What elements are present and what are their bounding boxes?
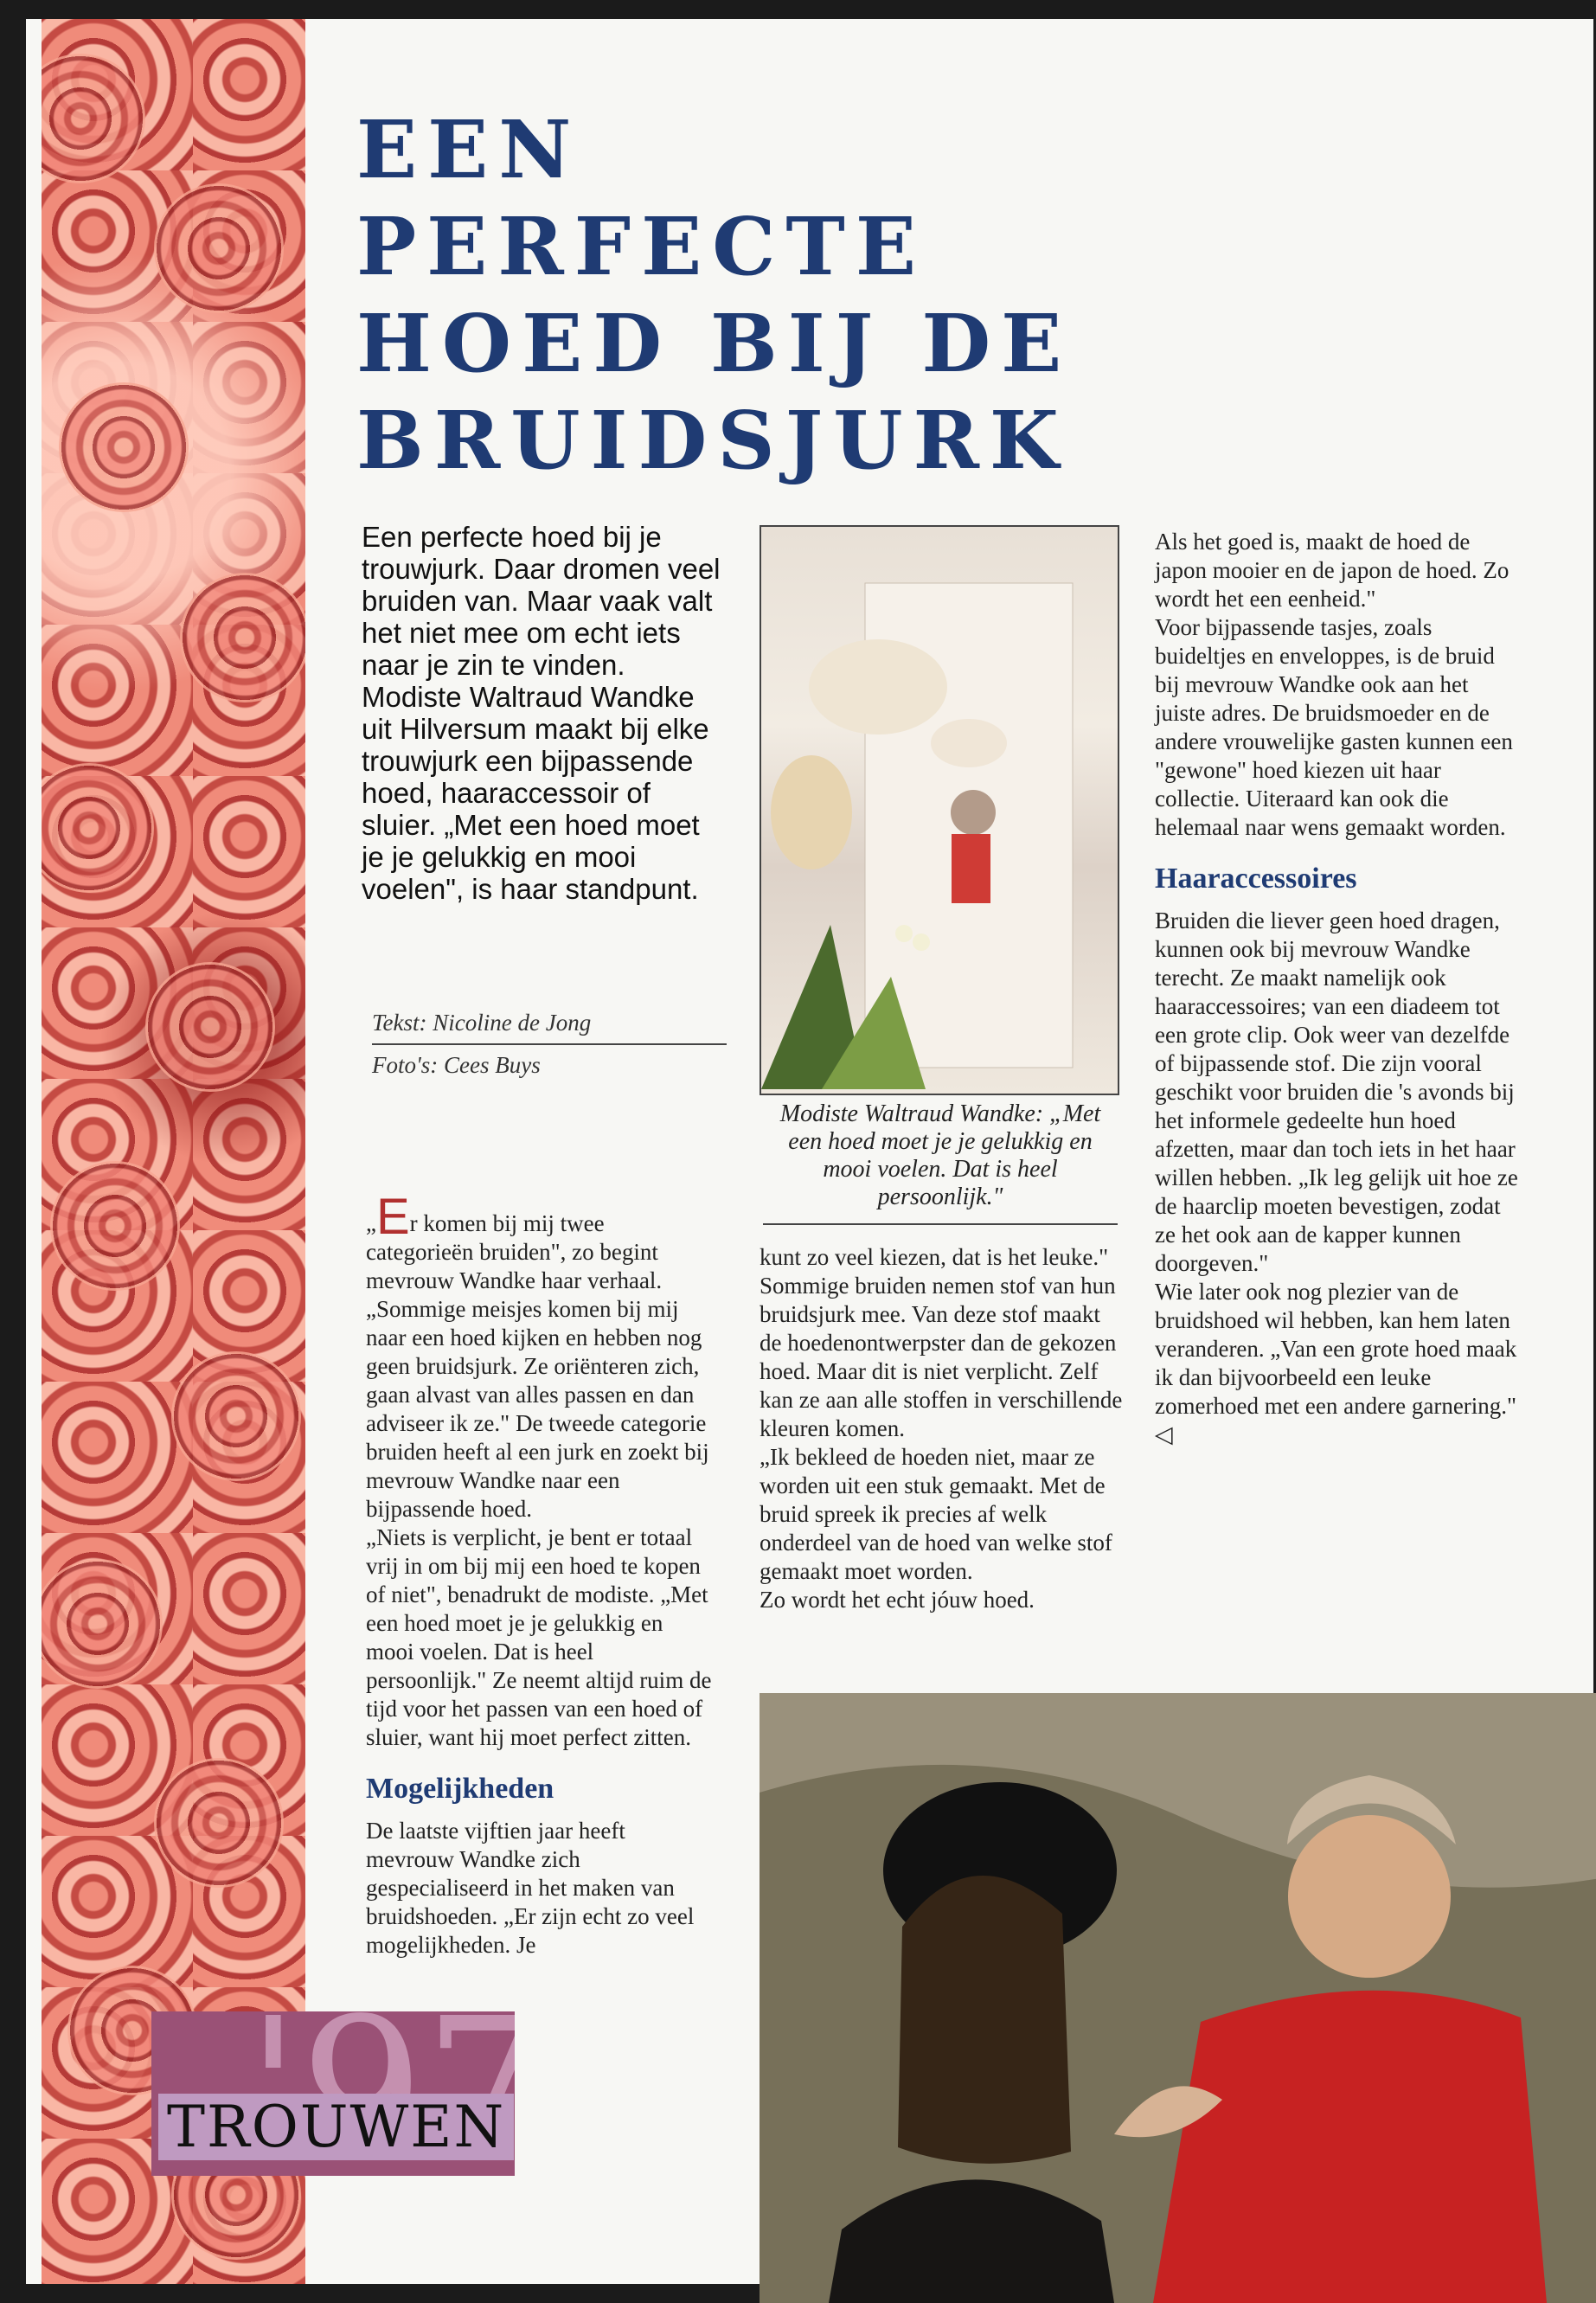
fitting-photo — [760, 1693, 1596, 2303]
magazine-logo — [151, 2011, 515, 2176]
magazine-page — [26, 19, 1593, 2284]
logo-wordmark: TROUWEN — [158, 2094, 514, 2160]
photo-credit: Foto's: Cees Buys — [372, 1052, 541, 1078]
fitting-photo-illustration — [760, 1693, 1596, 2303]
title-line-2: HOED BIJ DE — [356, 297, 1073, 390]
text-credit: Tekst: Nicoline de Jong — [372, 1010, 727, 1045]
dropcap-letter: E — [375, 1189, 410, 1245]
title-line-3: BRUIDSJURK — [356, 394, 1069, 487]
heading-haaraccessoires: Haaraccessoires — [1155, 863, 1357, 895]
column-3-paragraph-4: Wie later ook nog plezier van de bruidshoed wil hebben, kan hem laten veranderen. „Van een grote hoed maak ik dan bijvoorbeeld een leuke zomerhoed met een andere garnering." ◁ — [1155, 1279, 1517, 1447]
article-title — [356, 101, 1135, 489]
column-1-paragraph-1 — [366, 1189, 716, 1524]
dropcap-quote: „ — [366, 1210, 376, 1236]
column-2 — [760, 1243, 1123, 1614]
column-3-paragraph-3: Bruiden die liever geen hoed dragen, kunnen ook bij mevrouw Wandke terecht. Ze maakt namelijk ook haaraccessoires; van een diadeem tot een grote clip. Ook weer van dezelfde of bijpassende stof. Die zijn vooral geschikt voor bruiden die 's avonds bij het informele gedeelte hun hoed afzetten, maar dan toch iets in het haar willen hebben. „Ik leg gelijk uit hoe ze de haarclip moeten bevestigen, zodat ze het ook aan de kapper kunnen doorgeven." — [1155, 908, 1518, 1276]
column-1 — [366, 1189, 716, 1960]
intro-paragraph: Een perfecte hoed bij je trouwjurk. Daar dromen veel bruiden van. Maar vaak valt het niet mee om echt iets naar je zin te vinden. Modiste Waltraud Wandke uit Hilversum maakt bij elke trouwjurk een bijpassende hoed, haaraccessoir of sluier. „Met een hoed moet je je gelukkig en mooi voelen", is haar standpunt. — [362, 521, 721, 905]
photo-caption: Modiste Waltraud Wandke: „Met een hoed moet je je gelukkig en mooi voelen. Dat is heel persoonlijk." — [763, 1100, 1118, 1225]
column-1-paragraph-2: „Niets is verplicht, je bent er totaal vrij in om bij mij een hoed te kopen of niet", benadrukt de modiste. „Met een hoed moet je je gelukkig en mooi voelen. Dat is heel persoonlijk." Ze neemt altijd ruim de tijd voor het passen van een hoed of sluier, want hij moet perfect zitten. — [366, 1524, 712, 1750]
column-2-paragraph-1: kunt zo veel kiezen, dat is het leuke." Sommige bruiden nemen stof van hun bruidsjurk mee. Van deze stof maakt de hoedenontwerpster dan de gekozen hoed. Maar dit is niet verplicht. Zelf kan ze aan alle stoffen in verschillende kleuren komen. — [760, 1244, 1123, 1441]
column-1-paragraph-3: De laatste vijftien jaar heeft mevrouw Wandke zich gespecialiseerd in het maken van bruidshoeden. „Er zijn echt zo veel mogelijkheden. Je — [366, 1818, 695, 1958]
column-2-paragraph-2: „Ik bekleed de hoeden niet, maar ze worden uit een stuk gemaakt. Met de bruid spreek ik precies af welk onderdeel van de hoed van welke stof gemaakt moet worden. — [760, 1444, 1112, 1584]
column-3 — [1155, 528, 1518, 1449]
heading-mogelijkheden: Mogelijkheden — [366, 1773, 554, 1805]
credits — [372, 1010, 727, 1093]
column-3-paragraph-1: Als het goed is, maakt de hoed de japon mooier en de japon de hoed. Zo wordt het een eenheid." — [1155, 529, 1509, 612]
studio-photo — [760, 525, 1119, 1095]
column-3-paragraph-2: Voor bijpassende tasjes, zoals buideltjes en enveloppes, is de bruid bij mevrouw Wandke ook aan het juiste adres. De bruidsmoeder en de andere vrouwelijke gasten kunnen een "gewone" hoed kiezen uit haar collectie. Uiteraard kan ook die helemaal naar wens gemaakt worden. — [1155, 614, 1513, 840]
column-1-text: r komen bij mij twee categorieën bruiden", zo begint mevrouw Wandke haar verhaal. „Sommige meisjes komen bij mij naar een hoed kijken en hebben nog geen bruidsjurk. Ze oriënteren zich, gaan alvast van alles passen en dan adviseer ik ze." De tweede categorie bruiden heeft al een jurk en zoekt bij mevrouw Wandke naar een bijpassende hoed. — [366, 1210, 709, 1522]
title-line-1: EEN PERFECTE — [356, 103, 927, 293]
rose-border-image — [42, 19, 305, 2284]
column-2-paragraph-3: Zo wordt het echt jóuw hoed. — [760, 1587, 1035, 1613]
studio-photo-illustration — [761, 527, 1118, 1094]
